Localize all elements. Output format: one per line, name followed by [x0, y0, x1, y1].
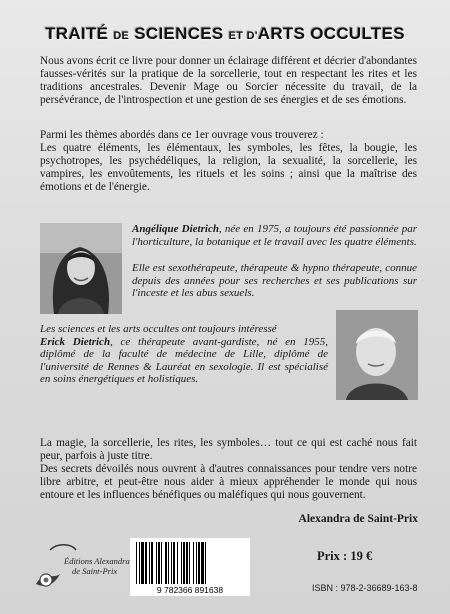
barcode: [130, 538, 250, 596]
logo-text-2: de Saint-Prix: [72, 566, 118, 576]
barcode-bar: [151, 542, 153, 584]
barcode-bar: [193, 542, 194, 584]
bio-angelique-cont: Elle est sexothérapeute, thérapeute & hypno thérapeute, connue depuis des années pour ses recherches et ses publications sur l'inceste et les abus sexuels.: [132, 262, 417, 299]
barcode-bar: [158, 542, 160, 584]
intro-paragraph: Nous avons écrit ce livre pour donner un éclairage différent et décrier d'abondantes fausses-vérités sur la pratique de la sorcellerie, tout en respectant les rites et les traditions ancestrales. Devenir Mage ou Sorcier nécessite du travail, de la persévérance, de l'introspection et une gestion de ses énergies et de ses émotions.: [40, 55, 417, 106]
barcode-bar: [205, 542, 206, 584]
title-word: SCIENCES: [134, 24, 224, 43]
author-photo-angelique: [40, 223, 122, 314]
book-title: [0, 24, 450, 44]
bio-text: , née en 1975, a toujours été passionnée par l'horticulture, la botanique et le travail avec les quatre éléments.: [132, 223, 417, 248]
price: Prix : 19 €: [317, 549, 373, 563]
barcode-bar: [145, 542, 147, 584]
barcode-number: 9 782366 891638: [156, 585, 224, 595]
barcode-bar: [186, 542, 188, 584]
barcode-bar: [171, 542, 172, 584]
barcode-bar: [183, 542, 185, 584]
logo-text-1: Éditions Alexandra: [64, 556, 130, 566]
barcode-bar: [177, 542, 178, 584]
title-word: TRAITÉ: [45, 24, 109, 43]
author-photo-erick: [336, 310, 418, 400]
title-word: ET D': [228, 30, 258, 42]
barcode-bar: [141, 542, 144, 584]
author-name: Erick Dietrich: [40, 335, 111, 348]
title-word: DE: [113, 30, 130, 42]
bio-text: , ce thérapeute avant-gardiste, né en 1955, diplômé de la faculté de médecine de Lille, diplômé de l'université de Rennes & Lauréat en sexologie. Il est spécialisé en soins énergétiques et holistiques.: [40, 335, 328, 385]
closing-paragraph: [40, 437, 417, 502]
closing-line-2: Des secrets dévoilés nous ouvrent à d'autres connaissances pour tendre vers notre libre arbitre, et peut-être nous aider à mieux appréhender le monde qui nous entoure et les influences bénéfiques ou maléfiques qui nous gouvernent.: [40, 462, 417, 501]
barcode-bar: [198, 542, 200, 584]
themes-list: Les quatre éléments, les élémentaux, les symboles, les fêtes, la bougie, les psychotropes, les psychédéliques, la religion, la sexualité, la sorcellerie, les vampires, les envoûtements, les rituels et les soins ; ainsi que la maîtrise des émotions et de l'énergie.: [40, 141, 417, 193]
barcode-bar: [201, 542, 204, 584]
barcode-bar: [196, 542, 197, 584]
publisher-logo: [32, 540, 132, 592]
barcode-bar: [156, 542, 157, 584]
barcode-bar: [139, 542, 140, 584]
barcode-bar: [181, 542, 182, 584]
barcode-bar: [168, 542, 169, 584]
bio-erick: [40, 323, 328, 386]
barcode-bar: [161, 542, 162, 584]
themes-intro: Parmi les thèmes abordés dans ce 1er ouvrage vous trouverez :: [40, 129, 324, 141]
themes-paragraph: [40, 129, 417, 194]
barcode-bar: [173, 542, 175, 584]
bio-intro: Les sciences et les arts occultes ont toujours intéressé: [40, 323, 277, 335]
bio-angelique: [132, 223, 417, 248]
barcode-bar: [136, 542, 137, 584]
barcode-bar: [149, 542, 150, 584]
barcode-bar: [165, 542, 167, 584]
title-word: ARTS OCCULTES: [257, 24, 405, 43]
barcode-bar: [189, 542, 190, 584]
publisher-signature: Alexandra de Saint-Prix: [298, 513, 418, 525]
isbn: ISBN : 978-2-36689-163-8: [312, 583, 418, 593]
closing-line-1: La magie, la sorcellerie, les rites, les symboles… tout ce qui est caché nous fait peur, parfois à juste titre.: [40, 437, 417, 462]
author-name: Angélique Dietrich: [132, 223, 219, 235]
